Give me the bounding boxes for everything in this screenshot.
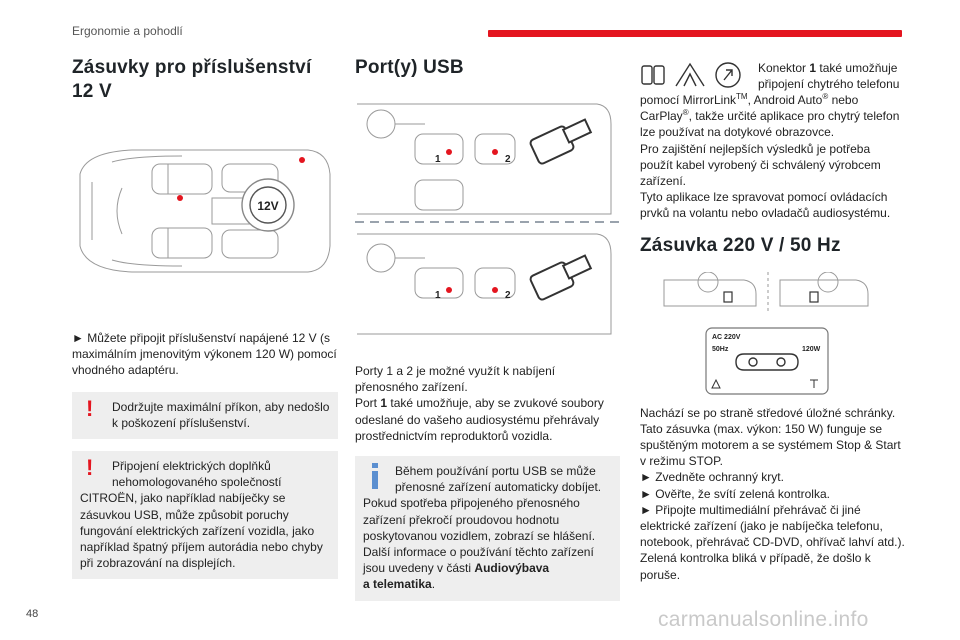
usb-port2-label-alt: 2 (505, 290, 511, 301)
mirrorlink-android-carplay-icons (640, 60, 750, 90)
usb-port1-label: 1 (435, 154, 441, 165)
connectivity-icons-row: Konektor 1 také umožňuje připojení chytrého telefonu (640, 60, 905, 92)
usb-port1-marker (446, 149, 452, 155)
usb-ports-illustration (355, 94, 620, 342)
socket-ac-label: AC 220V (712, 333, 741, 341)
title-12v-sockets: Zásuvky pro příslušenství 12 V (72, 57, 312, 102)
car-topview-icon (72, 142, 338, 278)
car-interior-12v-illustration (72, 142, 338, 278)
socket-watt-label: 120W (802, 345, 821, 353)
title-220v-socket: Zásuvka 220 V / 50 Hz (640, 234, 841, 256)
paragraph-controls: Tyto aplikace lze spravovat pomocí ovládacích prvků na volantu nebo ovladačů audiosystému. (640, 190, 891, 221)
usb-plug-icon (529, 120, 591, 301)
paragraph-cable: Pro zajištění nejlepších výsledků je potřeba použít kabel vyrobený či schválený výrobcem zařízení. (640, 141, 881, 189)
section-header: Ergonomie a pohodlí (72, 24, 183, 38)
title-usb-ports: Port(y) USB (355, 57, 464, 78)
socket-location-marker-front (177, 195, 183, 201)
socket-12v-label: 12V (257, 199, 279, 213)
usb-port1-label-alt: 1 (435, 290, 441, 301)
usb-port1-marker-alt (446, 287, 452, 293)
socket-220v-illustration (640, 272, 905, 396)
usb-port2-marker-alt (492, 287, 498, 293)
warning-exclamation-icon: ! (86, 455, 94, 481)
warning-box-accessories: ! Připojení elektrických doplňků nehomologovaného společností CITROËN, jako například nabíječky se zásuvkou USB, může způsobit poruchy fungování elektrických zařízení vozidla, jako například špatný příjem autorádia nebo chyby při zobrazování na displejích. (72, 451, 338, 579)
column-connectivity-220v (640, 60, 905, 583)
usb-topview-icon (355, 94, 620, 342)
socket-location-marker-rear (299, 157, 305, 163)
watermark: carmanualsonline.info (658, 608, 869, 631)
warning-box-power: ! Dodržujte maximální příkon, aby nedošlo k poškození příslušenství. (72, 392, 338, 439)
paragraphs-220v: Nachází se po straně středové úložné schránky. Tato zásuvka (max. výkon: 150 W) funguje se spuštěným motorem a se systémem Stop & Start v režimu STOP. ► Zvedněte ochranný kryt. ► Ověřte, že svítí zelená kontrolka. ► Připojte multimediální přehrávač či jiné elektrické zařízení (jako je nabíječka telefonu, notebook, přehrávač CD-DVD, ohřívač lahví atd.). Zelená kontrolka bliká v případě, že došlo k poruše. (640, 405, 905, 582)
paragraph-smartphone-apps: pomocí MirrorLink™, Android Auto® nebo CarPlay®, takže určité aplikace pro chytrý telefon lze používat na dotykové obrazovce. (640, 92, 900, 140)
mirrorlink-icon (642, 66, 652, 84)
usb-port2-label: 2 (505, 154, 511, 165)
warning-exclamation-icon: ! (86, 395, 94, 421)
socket-220v-icon (640, 272, 905, 396)
info-icon (365, 461, 387, 491)
socket-hz-label: 50Hz (712, 345, 729, 353)
column-12v-socket (72, 56, 338, 579)
page-number: 48 (26, 608, 39, 620)
header-accent-bar (488, 30, 902, 37)
paragraph-usb-charging: Porty 1 a 2 je možné využít k nabíjení přenosného zařízení. (355, 364, 556, 395)
paragraph-usb-audio: Port 1 také umožňuje, aby se zvukové soubory odeslané do vašeho audiosystému přehrávaly prostřednictvím reproduktorů vozidla. (355, 396, 604, 443)
paragraph-12v-usage: ► Můžete připojit příslušenství napájené 12 V (s maximálním jmenovitým výkonem 120 W) pomocí vhodného adaptéru. (72, 331, 337, 378)
usb-port2-marker (492, 149, 498, 155)
link-audio-telematics[interactable]: Audiovýbava (474, 561, 550, 576)
info-box-usb: Během používání portu USB se může přenosné zařízení automaticky dobíjet. Pokud spotřeba připojeného přenosného zařízení překročí proudovou hodnotu poskytovanou vozidlem, zobrazí se hlášení. Další informace o používání těchto zařízení jsou uvedeny v části Audiovýbava a telematika. (355, 456, 620, 601)
column-usb-ports (355, 56, 620, 601)
